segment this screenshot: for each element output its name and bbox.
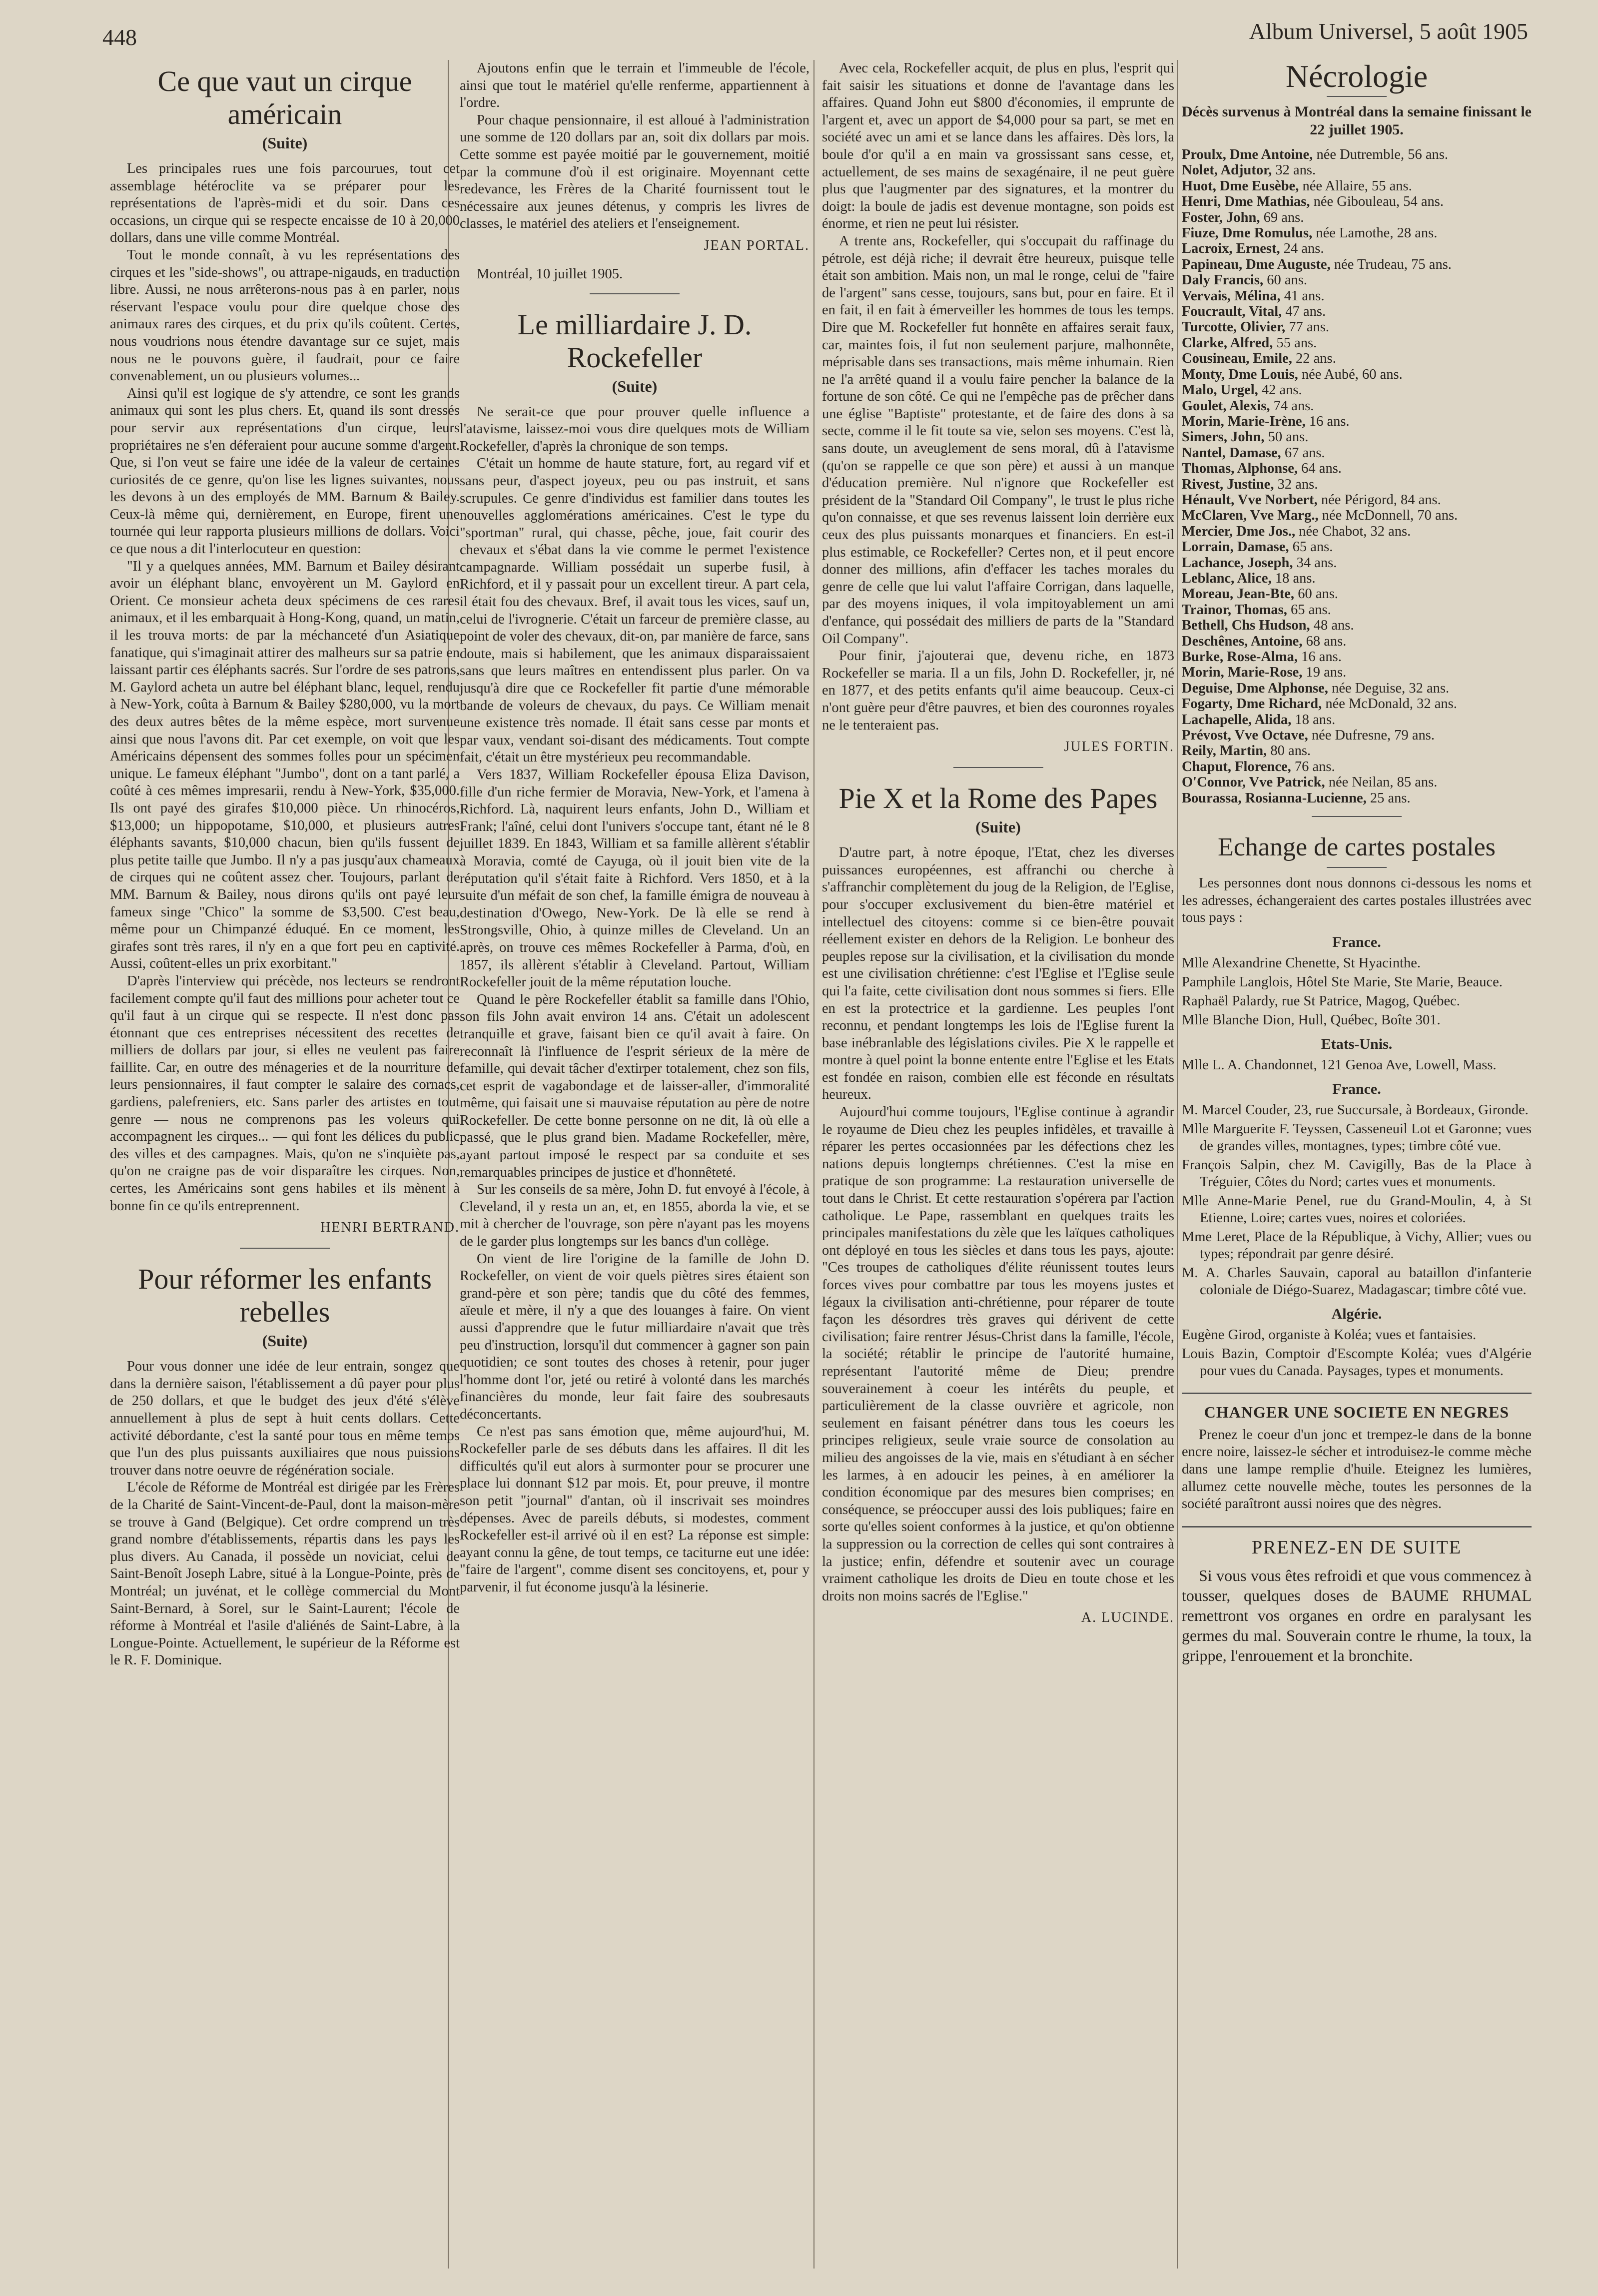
necrologie-entry [1182, 618, 1532, 633]
entry-name: Prévost, Vve Octave, [1182, 728, 1308, 744]
postcard-listing: François Salpin, chez M. Cavigilly, Bas de la Place à Tréguier, Côtes du Nord; cartes vues et monuments. [1182, 1157, 1532, 1190]
necrologie-entry [1182, 586, 1532, 602]
article-paragraph: Pour finir, j'ajouterai que, devenu riche, en 1873 Rockefeller se maria. Il a un fils, John D. Rockefeller, jr, né en 1877, et des petits enfants qu'il aime beaucoup. Ceux-ci n'ont guère peur d'être pauvres, et bien des couronnes royales ne le tenteraient pas. [822, 648, 1174, 733]
entry-detail: 68 ans. [1302, 633, 1347, 649]
entry-name: Lachapelle, Alida, [1182, 712, 1292, 728]
entry-detail: née McDonnell, 70 ans. [1318, 508, 1458, 524]
necrologie-entry [1182, 210, 1532, 225]
article-paragraph: Ne serait-ce que pour prouver quelle influence a l'atavisme, laissez-moi vous dire quelques mots de William Rockefeller, d'après la chronique de son temps. [460, 404, 809, 454]
necrologie-entry [1182, 162, 1532, 178]
entry-name: Bourassa, Rosianna-Lucienne, [1182, 790, 1367, 806]
postcard-listing: Mlle Blanche Dion, Hull, Québec, Boîte 301. [1182, 1012, 1441, 1028]
necrologie-entry [1182, 241, 1532, 256]
section-title-necrologie: Nécrologie [1285, 60, 1428, 94]
necrologie-entry [1182, 147, 1532, 162]
ad-title: CHANGER UNE SOCIETE EN NEGRES [1204, 1403, 1510, 1421]
article-paragraph: C'était un homme de haute stature, fort, au regard vif et sans peur, d'aspect joyeux, peu ou pas instruit, et sans scrupules. Ce genre d'individus est familier dans toutes les nouvelles agglomérations américaines. C'est le type du "sportman" rural, qui chasse, pêche, joue, fait courir des chevaux et s'ébat dans la vie comme le permet l'existence campagnarde. William possédait un superbe fusil, à Richford, et il y passait pour un excellent tireur. A part cela, il était fou des chevaux. Bref, il avait tous les vices, sauf un, celui de l'ivrognerie. C'était un farceur de première classe, au point de voler des chevaux, dit-on, par manière de farce, sans doute, mais si habilement, que les animaux disparaissaient sans que leurs maîtres en entendissent plus parler. On va jusqu'à dire que ce Rockefeller fit partie d'une mémorable bande de voleurs de chevaux, du pays. Ce William menait une existence très nomade. Il était sans cesse par monts et par vaux, vendant soi-disant des médicaments. Tout compte fait, c'était un être mystérieux peu recommandable. [460, 456, 809, 765]
entry-detail: 24 ans. [1280, 241, 1324, 257]
necrologie-list [1182, 147, 1532, 806]
necrologie-entry [1182, 335, 1532, 351]
necrologie-entry [1182, 319, 1532, 335]
entry-name: Lachance, Joseph, [1182, 555, 1293, 571]
entry-name: Deguise, Dme Alphonse, [1182, 680, 1328, 696]
article-title-rockefeller: Le milliardaire J. D. Rockefeller [517, 308, 752, 374]
necrologie-entry [1182, 414, 1532, 429]
entry-name: Morin, Marie-Rose, [1182, 665, 1303, 681]
entry-detail: 60 ans. [1263, 272, 1307, 288]
entry-name: Trainor, Thomas, [1182, 602, 1287, 618]
article-paragraph: Ce n'est pas sans émotion que, même aujourd'hui, M. Rockefeller parle de ses débuts dans les affaires. Il dit les difficultés qu'il eut alors à surmonter pour se procurer une place lui donnant $12 par mois. Et, pour preuve, il montre son petit "journal" d'antan, où il inscrivait ses moindres dépenses. Avec de pareils débuts, si modestes, comment Rockefeller est-il arrivé où il en est? La réponse est simple: ayant connu la gêne, de tout temps, ce taciturne eut une idée: "faire de l'argent", comme disent ses concitoyens, et, pour y parvenir, il fut économe jusqu'à la lésinerie. [460, 1424, 809, 1595]
entry-name: Chaput, Florence, [1182, 759, 1291, 774]
article-paragraph: "Il y a quelques années, MM. Barnum et Bailey désirant avoir un éléphant blanc, envoyèrent un M. Gaylord en Orient. Ce monsieur acheta deux spécimens de ces rares animaux, et il les embarquait à Hong-Kong, quand, un matin, il les trouva morts: de par la méchanceté d'un Asiatique fanatique, qui s'imaginait attirer des malheurs sur sa patrie en laissant partir ces éléphants sacrés. Sur l'ordre de ses patrons, M. Gaylord acheta un autre bel éléphant blanc, lequel, rendu à New-York, coûta à Barnum & Bailey $280,000, vu la mort des deux autres bêtes de la même espèce, mort survenue ainsi que nous l'avons dit. Par cet exemple, on voit que les Américains dépensent des sommes folles pour un spécimen unique. Le fameux éléphant "Jumbo", dont on a tant parlé, a coûté à ces mêmes impresarii, rendu à New-York, $35,000. Ils ont payé des girafes $10,000 pièce. Un rhinocéros, $13,000; un hippopotame, $10,000, et plusieurs autres éléphants savants, $10,000 chacun, bien qu'ils fussent de plus petite taille que Jumbo. Il n'y a pas jusqu'aux chameaux de cirques qui ne coûtent assez cher. Toujours, parlant de MM. Barnum & Bailey, nous dirons qu'ils ont payé leur fameux singe "Chico" la somme de $3,500. C'est beau, même pour un Chimpanzé éduqué. En ce moment, les girafes sont très rares, il n'y en a que fort peu en captivité. Aussi, coûtent-elles un prix exorbitant." [110, 558, 460, 972]
necrologie-entry [1182, 743, 1532, 759]
article-paragraph: D'autre part, à notre époque, l'Etat, chez les diverses puissances européennes, est affranchi ou cherche à s'affranchir complètement du joug de la Religion, de l'Eglise, pour s'occuper exclusivement du bien-être matériel et intellectuel des citoyens: comme si ce bien-être pouvait réellement exister en dehors de la Religion. Le bonheur des peuples repose sur la civilisation, et la civilisation du monde est une civilisation chrétienne: c'est l'Eglise et l'Eglise seule qui l'a faite, cette civilisation dont nous sommes si fiers. Elle en est la protectrice et la gardienne. Les peuples l'ont reconnu, et pendant longtemps les lois de l'Eglise furent la base inébranlable des législations civiles. Pie X le rappelle et montre à quel point la bonne entente entre l'Eglise et les Etats est fondée en raison, combien elle est féconde en résultats heureux. [822, 845, 1174, 1103]
postcard-listing: Pamphile Langlois, Hôtel Ste Marie, Ste Marie, Beauce. [1182, 974, 1503, 990]
entry-detail: 65 ans. [1289, 539, 1333, 555]
entry-detail: 32 ans. [1272, 162, 1316, 178]
entry-detail: née Allaire, 55 ans. [1299, 178, 1412, 194]
divider-rule [1327, 96, 1387, 97]
necrologie-entry [1182, 555, 1532, 571]
entry-name: Mercier, Dme Jos., [1182, 523, 1296, 539]
necrologie-entry [1182, 602, 1532, 618]
entry-name: Fogarty, Dme Richard, [1182, 696, 1322, 712]
entry-detail: 34 ans. [1293, 555, 1337, 571]
entry-detail: née Dufresne, 79 ans. [1308, 728, 1435, 744]
entry-detail: 76 ans. [1291, 759, 1335, 774]
article-title-reformer: Pour réformer les enfants rebelles [138, 1263, 432, 1329]
entry-detail: 80 ans. [1267, 743, 1311, 759]
suite-label: (Suite) [262, 1332, 308, 1350]
entry-name: Lorrain, Damase, [1182, 539, 1289, 555]
entry-name: Moreau, Jean-Bte, [1182, 586, 1295, 602]
necrologie-entry [1182, 649, 1532, 665]
article-paragraph: D'après l'interview qui précède, nos lecteurs se rendront facilement compte qu'il faut des millions pour acheter tout ce qu'il faut à un cirque qui se respecte. Il n'est donc pas étonnant que ces entreprises nécessitent des recettes de milliers de dollars par jour, si elles ne veulent pas faire faillite. Car, en outre des ménageries et de la nourriture de leurs pensionnaires, il faut compter le salaire des cornacs, gardiens, palefreniers, etc. Sans parler des artistes en tout genre — nous ne comprenons pas les voleurs qui accompagnent les cirques... — qui font les délices du public des villes et des campagnes. Mais, qu'on ne s'inquiète pas, qu'on ne craigne pas de voir disparaître les cirques. Non, certes, les Américains sont gens habiles et ils mènent à bonne fin ce qu'ils entreprennent. [110, 973, 460, 1214]
entry-name: McClaren, Vve Marg., [1182, 508, 1319, 524]
divider-rule [1312, 816, 1402, 817]
necrologie-entry [1182, 445, 1532, 461]
entry-name: Bethell, Chs Hudson, [1182, 618, 1310, 634]
postcard-listing: Louis Bazin, Comptoir d'Escompte Koléa; vues d'Algérie pour vues du Canada. Paysages, types et monuments. [1182, 1346, 1532, 1379]
article-signature: A. LUCINDE. [1081, 1610, 1174, 1626]
necrologie-entry [1182, 288, 1532, 304]
entry-detail: 48 ans. [1310, 618, 1354, 634]
entry-name: Monty, Dme Louis, [1182, 366, 1298, 382]
entry-detail: née Dutremble, 56 ans. [1313, 147, 1448, 162]
country-heading: France. [1332, 933, 1381, 950]
entry-name: Simers, John, [1182, 429, 1265, 445]
entry-detail: 77 ans. [1285, 319, 1330, 335]
necrologie-entry [1182, 477, 1532, 492]
entry-detail: 67 ans. [1281, 445, 1325, 461]
article-paragraph: Sur les conseils de sa mère, John D. fut envoyé à l'école, à Cleveland, il y resta un an, et, en 1855, aborda la vie, et se mit à chercher de l'ouvrage, son père n'ayant pas les moyens de le garder plus longtemps sur les bancs d'un collège. [460, 1182, 809, 1250]
entry-detail: 60 ans. [1294, 586, 1338, 602]
entry-detail: 22 ans. [1292, 351, 1336, 367]
entry-name: Papineau, Dme Auguste, [1182, 256, 1331, 272]
entry-detail: 19 ans. [1302, 665, 1347, 681]
country-heading: France. [1332, 1080, 1381, 1097]
divider-rule [1182, 1393, 1532, 1394]
article-dateline: Montréal, 10 juillet 1905. [477, 266, 623, 282]
necrologie-entry [1182, 429, 1532, 445]
postcard-listing: Mlle Alexandrine Chenette, St Hyacinthe. [1182, 955, 1421, 971]
entry-detail: 47 ans. [1282, 304, 1326, 320]
necrologie-entry [1182, 774, 1532, 790]
postcard-listing: Mlle Marguerite F. Teyssen, Casseneuil Lot et Garonne; vues de grandes villes, montagnes, types; timbre côté vue. [1182, 1121, 1532, 1154]
article-signature: HENRI BERTRAND. [320, 1220, 460, 1236]
entry-detail: 55 ans. [1273, 335, 1317, 351]
entry-name: Lacroix, Ernest, [1182, 241, 1280, 257]
country-heading: Etats-Unis. [1321, 1035, 1393, 1052]
necrologie-entry [1182, 759, 1532, 774]
entry-name: Clarke, Alfred, [1182, 335, 1273, 351]
entry-detail: 18 ans. [1291, 712, 1336, 728]
ad-text: Si vous vous êtes refroidi et que vous commencez à tousser, quelques doses de BAUME RHUMAL remettront vos organes en ordre en paralysant les germes du mal. Souverain contre le rhume, la toux, la grippe, l'enrouement et la bronchite. [1182, 1566, 1532, 1664]
entry-name: Nantel, Damase, [1182, 445, 1281, 461]
divider-rule [590, 293, 680, 294]
entry-detail: 69 ans. [1260, 209, 1304, 225]
article-paragraph: Les principales rues une fois parcourues, tout cet assemblage hétéroclite va se préparer pour les représentations de l'après-midi et du soir. Dans ces occasions, un cirque qui se respecte encaisse de 10 à 20,000 dollars, dans une ville comme Montréal. [110, 161, 460, 246]
article-signature: JULES FORTIN. [1064, 739, 1174, 755]
entry-detail: 74 ans. [1270, 398, 1314, 414]
necrologie-entry [1182, 194, 1532, 209]
divider-rule [953, 767, 1043, 768]
postcard-listing: M. Marcel Couder, 23, rue Succursale, à Bordeaux, Gironde. [1182, 1102, 1529, 1118]
necrologie-entry [1182, 492, 1532, 508]
necrologie-entry [1182, 524, 1532, 539]
entry-name: Malo, Urgel, [1182, 382, 1258, 398]
article-paragraph: Ajoutons enfin que le terrain et l'immeuble de l'école, ainsi que tout le matériel qu'elle renferme, appartiennent à l'ordre. [460, 60, 809, 111]
entry-detail: 32 ans. [1274, 476, 1318, 492]
article-paragraph: Ainsi qu'il est logique de s'y attendre, ce sont les grands animaux qui sont les plus chers. Et, quand ils sont dressés pour servir aux représentations d'un cirque, leurs propriétaires ne s'en déferaient pour aucune somme d'argent. Que, si l'on veut se faire une idée de la valeur de certaines curiosités de ce genre, qu'on lise les lignes suivantes, nous les devons à un des employés de MM. Barnum & Bailey. Ceux-là même qui, dernièrement, en Europe, firent une tournée qui leur rapporta plusieurs millions de dollars. Voici ce que nous a dit l'interlocuteur en question: [110, 385, 460, 557]
postcard-listing: Mlle L. A. Chandonnet, 121 Genoa Ave, Lowell, Mass. [1182, 1057, 1497, 1073]
necrologie-entry [1182, 272, 1532, 288]
entry-name: Burke, Rose-Alma, [1182, 649, 1298, 665]
article-paragraph: Vers 1837, William Rockefeller épousa Eliza Davison, fille d'un riche fermier de Moravia, New-York, et l'amena à Richford. Là, naquirent leurs enfants, John D., William et Frank; l'aîné, celui dont l'univers s'occupe tant, étant né le 8 juillet 1839. En 1843, William et sa famille allèrent s'établir à Moravia, comté de Cayuga, où il jouit bien vite de la réputation qu'il s'était faite à Richford. Vers 1850, et à la suite d'un méfait de son chef, la famille émigra de nouveau à destination d'Owego, New-York. De là elle se rend à Strongsville, Ohio, à quinze milles de Cleveland. Un an après, on trouve ces mêmes Rockefeller à Parma, d'où, en 1857, ils allèrent s'établir à Cleveland. Partout, William Rockefeller jouit de la même réputation louche. [460, 767, 809, 990]
article-paragraph: Pour vous donner une idée de leur entrain, songez que dans la dernière saison, l'établissement a dû payer pour plus de 250 dollars, et que le budget des jeux d'été s'élève annuellement à plus de sept à huit cents dollars. Cette activité débordante, c'est la santé pour tous en même temps que l'un des plus puissants auxiliaires que nous puissions trouver dans notre oeuvre de régénération sociale. [110, 1359, 460, 1478]
entry-detail: née Gibouleau, 54 ans. [1310, 194, 1444, 210]
entry-name: Foster, John, [1182, 209, 1260, 225]
necrologie-entry [1182, 225, 1532, 241]
necrologie-entry [1182, 696, 1532, 712]
necrologie-entry [1182, 634, 1532, 649]
entry-detail: née Aubé, 60 ans. [1298, 366, 1403, 382]
article-title-cirque: Ce que vaut un cirque américain [157, 65, 412, 130]
echange-intro: Les personnes dont nous donnons ci-dessous les noms et les adresses, échangeraient des cartes postales illustrées avec tous pays : [1182, 875, 1532, 926]
column-divider [813, 60, 814, 2269]
article-paragraph: L'école de Réforme de Montréal est dirigée par les Frères de la Charité de Saint-Vincent-de-Paul, dont la maison-mère se trouve à Gand (Belgique). Cet ordre comprend un très grand nombre d'établissements, répartis dans les pays les plus divers. Au Canada, il possède un noviciat, celui de Saint-Benoît Joseph Labre, situé à la Longue-Pointe, près de Montréal; un juvénat, et le collège commercial du Mont Saint-Bernard, à Sorel, sur le Saint-Laurent; l'école de réforme à Montréal et l'asile d'aliénés de Saint-Labre, à la Longue-Pointe. Actuellement, le supérieur de la Réforme est le R. F. Dominique. [110, 1480, 460, 1668]
entry-detail: née Périgord, 84 ans. [1317, 492, 1441, 508]
entry-name: Foucrault, Vital, [1182, 304, 1282, 320]
entry-detail: 18 ans. [1271, 570, 1316, 586]
necrologie-entry [1182, 382, 1532, 398]
ad-title: PRENEZ-EN DE SUITE [1251, 1536, 1462, 1558]
article-signature: JEAN PORTAL. [704, 237, 809, 253]
entry-detail: née Trudeau, 75 ans. [1330, 256, 1452, 272]
article-paragraph: Pour chaque pensionnaire, il est alloué à l'administration une somme de 120 dollars par an, soit dix dollars par mois. Cette somme est payée moitié par le gouvernement, moitié par la commune d'où il est originaire. Moyennant cette redevance, les Frères de la Charité fournissent tout le nécessaire aux jeunes détenus, y compris les livres de classes, le matériel des ateliers et l'enseignement. [460, 112, 809, 232]
entry-name: Rivest, Justine, [1182, 476, 1274, 492]
entry-detail: 42 ans. [1258, 382, 1302, 398]
entry-name: Goulet, Alexis, [1182, 398, 1270, 414]
entry-detail: 16 ans. [1305, 413, 1350, 429]
entry-name: Fiuze, Dme Romulus, [1182, 225, 1313, 241]
column-3 [822, 60, 1174, 2269]
postcard-listing: Raphaël Palardy, rue St Patrice, Magog, Québec. [1182, 993, 1460, 1009]
necrologie-entry [1182, 257, 1532, 272]
article-paragraph: On vient de lire l'origine de la famille de John D. Rockefeller, on vient de voir quels piètres sires étaient son grand-père et son père; tandis que du côté des femmes, aïeule et mère, il n'y a que des louanges à faire. On vient aussi d'apprendre que le futur milliardaire n'avait que très peu d'instruction, lorsqu'il dut commencer à gagner son pain quotidien; ce sont toutes des choses à retenir, pour juger l'homme dont l'or, jeté ou retiré à volonté dans les marchés financières du monde, leur fait faire des soubresauts déconcertants. [460, 1251, 809, 1422]
necrologie-entry [1182, 665, 1532, 680]
postcard-listing: Mlle Anne-Marie Penel, rue du Grand-Moulin, 4, à St Etienne, Loire; cartes vues, noires et coloriées. [1182, 1193, 1532, 1226]
suite-label: (Suite) [975, 818, 1021, 836]
page-number: 448 [102, 24, 137, 50]
column-1 [110, 60, 460, 2269]
necrologie-entry [1182, 351, 1532, 366]
column-4 [1182, 60, 1532, 2269]
country-heading: Algérie. [1331, 1305, 1382, 1322]
entry-name: Reily, Martin, [1182, 743, 1267, 759]
necrologie-entry [1182, 681, 1532, 696]
divider-rule [1182, 1526, 1532, 1528]
entry-name: Deschênes, Antoine, [1182, 633, 1303, 649]
necrologie-entry [1182, 508, 1532, 523]
entry-name: Henri, Dme Mathias, [1182, 194, 1310, 210]
necrologie-entry [1182, 712, 1532, 728]
entry-name: Proulx, Dme Antoine, [1182, 147, 1313, 162]
entry-name: Leblanc, Alice, [1182, 570, 1272, 586]
postcard-listing: Eugène Girod, organiste à Koléa; vues et fantaisies. [1182, 1327, 1477, 1343]
entry-detail: née Neilan, 85 ans. [1325, 774, 1438, 790]
entry-detail: 25 ans. [1366, 790, 1411, 806]
postcard-listing: Mme Leret, Place de la République, à Vichy, Allier; vues ou types; répondrait par genre désiré. [1182, 1229, 1532, 1262]
entry-detail: 64 ans. [1298, 461, 1342, 477]
necrologie-entry [1182, 178, 1532, 194]
divider-rule [240, 1248, 330, 1249]
suite-label: (Suite) [612, 377, 658, 395]
postcard-listing: M. A. Charles Sauvain, caporal au bataillon d'infanterie coloniale de Diégo-Suarez, Madagascar; timbre côté vue. [1182, 1265, 1532, 1298]
necrologie-entry [1182, 461, 1532, 476]
entry-name: Daly Francis, [1182, 272, 1264, 288]
entry-detail: 41 ans. [1280, 288, 1325, 304]
column-divider [1177, 60, 1178, 2269]
entry-name: Morin, Marie-Irène, [1182, 413, 1306, 429]
suite-label: (Suite) [262, 134, 308, 152]
necrologie-entry [1182, 304, 1532, 319]
entry-name: O'Connor, Vve Patrick, [1182, 774, 1325, 790]
entry-detail: 50 ans. [1264, 429, 1309, 445]
article-paragraph: Avec cela, Rockefeller acquit, de plus en plus, l'esprit qui fait saisir les situations et donne de l'avantage dans les affaires. Quand John eut $800 d'économies, il emprunte de l'argent et, avec un apport de $4,000 pour sa part, se met en société avec un ami et se lance dans les affaires. Dès lors, la boule d'or qu'il a en main va grossissant sans cesse, et, actuellement, de ses mains de sexagénaire, il ne peut guère plus que l'augmenter par des signatures, et la montrer du doigt: la boule de jadis est devenue montagne, son poids est énorme, et rien ne peut lui résister. [822, 60, 1174, 232]
entry-detail: née McDonald, 32 ans. [1322, 696, 1457, 712]
necrologie-intro: Décès survenus à Montréal dans la semaine finissant le 22 juillet 1905. [1182, 103, 1532, 138]
necrologie-entry [1182, 728, 1532, 743]
entry-name: Vervais, Mélina, [1182, 288, 1281, 304]
entry-name: Thomas, Alphonse, [1182, 461, 1298, 477]
article-paragraph: A trente ans, Rockefeller, qui s'occupait du raffinage du pétrole, est déjà riche; il devrait être heureux, puisque telle était son ambition. Mais non, un mal le ronge, celui de "faire de l'argent" sans cesse, toujours, sans but, pour en faire. Et il en fait, il en fait à émerveiller les hommes de tous les temps. Dire que M. Rockefeller fut honnête en affaires serait faux, car, maintes fois, il fut non seulement parjure, malhonnête, méprisable dans ses transactions, mais même inhumain. Rien ne l'a arrêté quand il a voulu faire pencher la balance de la fortune de son côté. Ce qui ne l'empêche pas de prêcher dans une église "Baptiste" protestante, et de faire des dons à sa secte, comme il le fit toute sa vie, selon ses moyens. C'est là, sans doute, un aveuglement de sens moral, dû à l'atavisme (qu'on se rappelle ce que son père) et aussi à un manque d'éducation première. Nul n'ignore que Rockefeller est président de la "Standard Oil Company", le trust le plus riche qu'on connaisse, et que ses revenus laissent loin derrière eux ceux des plus puissants monarques et financiers. En est-il plus estimable, ce Rockefeller? Certes non, et il peut encore donner des millions, afin d'effacer les taches morales du genre de celle que lui valut l'affaire Corrigan, dans laquelle, par des moyens iniques, il vola impitoyablement un ami d'enfance, qui possédait des milliers de parts de la "Standard Oil Company". [822, 233, 1174, 647]
entry-detail: née Deguise, 32 ans. [1328, 680, 1450, 696]
entry-detail: née Chabot, 32 ans. [1295, 523, 1411, 539]
entry-name: Turcotte, Olivier, [1182, 319, 1286, 335]
section-title-echange: Echange de cartes postales [1218, 833, 1496, 862]
entry-name: Nolet, Adjutor, [1182, 162, 1272, 178]
entry-name: Huot, Dme Eusèbe, [1182, 178, 1299, 194]
entry-detail: 65 ans. [1287, 602, 1331, 618]
entry-detail: 16 ans. [1297, 649, 1342, 665]
divider-rule [1327, 867, 1387, 868]
necrologie-entry [1182, 398, 1532, 414]
necrologie-entry [1182, 571, 1532, 586]
ad-text: Prenez le coeur d'un jonc et trempez-le dans de la bonne encre noire, laissez-le sécher et introduisez-le comme mèche dans une lampe remplie d'huile. Eteignez les lumières, allumez cette nouvelle mèche, toutes les personnes de la société paraîtront aussi noires que des nègres. [1182, 1427, 1532, 1512]
necrologie-entry [1182, 367, 1532, 382]
entry-name: Hénault, Vve Norbert, [1182, 492, 1318, 508]
article-paragraph: Tout le monde connaît, à vu les représentations des cirques et les "side-shows", ou attrape-nigauds, en traduction libre. Aussi, ne nous arrêterons-nous pas à en parler, nous réservant l'espace voulu pour dire quelque chose des animaux rares des cirques, et du prix qu'ils coûtent. Certes, nous voudrions nous étendre davantage sur ce sujet, mais nous ne le pouvons guère, il faudrait, pour ce faire convenablement, un ou plusieurs volumes... [110, 247, 460, 384]
necrologie-entry [1182, 539, 1532, 555]
echange-list [1182, 955, 1532, 1380]
article-title-pie: Pie X et la Rome des Papes [838, 782, 1158, 815]
entry-detail: née Lamothe, 28 ans. [1312, 225, 1438, 241]
column-2 [455, 60, 809, 2269]
publication-header: Album Universel, 5 août 1905 [1249, 18, 1528, 44]
entry-name: Cousineau, Emile, [1182, 351, 1292, 367]
article-paragraph: Quand le père Rockefeller établit sa famille dans l'Ohio, son fils John avait environ 14 ans. C'était un adolescent tranquille et grave, faisant bien ce qu'il avait à faire. On reconnaît là l'influence de l'esprit sérieux de la mère de famille, qui devait tâcher d'extirper totalement, chez son fils, cet esprit de vagabondage et de laisser-aller, d'immoralité même, qui faisait une si mauvaise réputation au père de notre Rockefeller. De cette bonne personne on ne dit, là où elle a passé, que le plus grand bien. Madame Rockefeller, mère, ayant partout imposé le respect par sa conduite et ses remarquables principes de justice et d'honnêteté. [460, 991, 809, 1180]
article-paragraph: Aujourd'hui comme toujours, l'Eglise continue à agrandir le royaume de Dieu chez les peuples infidèles, et travaille à réparer les pertes occasionnées par les défections chez les nations depuis longtemps chrétiennes. C'est la mise en pratique de son programme: La restauration universelle de tout dans le Christ. Et cette restauration s'opérera par l'action catholique. Le Pape, rassemblant en quelques traits les principales manifestations du zèle que les laïques catholiques ont déployé en tous les siècles et dans tous les pays, ajoute: "Ces troupes de catholiques d'élite réunissent toutes leurs forces vives pour combattre par tous les moyens justes et légaux la civilisation anti-chrétienne, pour réparer de toute façon les désordres très graves qui dérivent de cette civilisation; faire rentrer Jésus-Christ dans la famille, l'école, la société; rétablir le principe de l'autorité humaine, représentant l'autorité même de Dieu; prendre souverainement à coeur les intérêts du peuple, et particulièrement de la classe ouvrière et agricole, non seulement en faisant pénétrer dans tous les coeurs les principes religieux, seule vraie source de consolation au milieu des angoisses de la vie, mais en s'étudiant à en sécher les larmes, à en adoucir les peines, à en améliorer la condition économique par des mesures bien comprises; en conséquence, se préoccuper aussi des lois publiques; faire en sorte qu'elles soient conformes à la justice, et qu'on obtienne la suppression ou la correction de celles qui sont contraires à la justice; enfin, défendre et soutenir avec un courage vraiment catholique les droits de Dieu en toute chose et les droits non moins sacrés de l'Eglise." [822, 1104, 1174, 1604]
necrologie-entry [1182, 790, 1532, 806]
